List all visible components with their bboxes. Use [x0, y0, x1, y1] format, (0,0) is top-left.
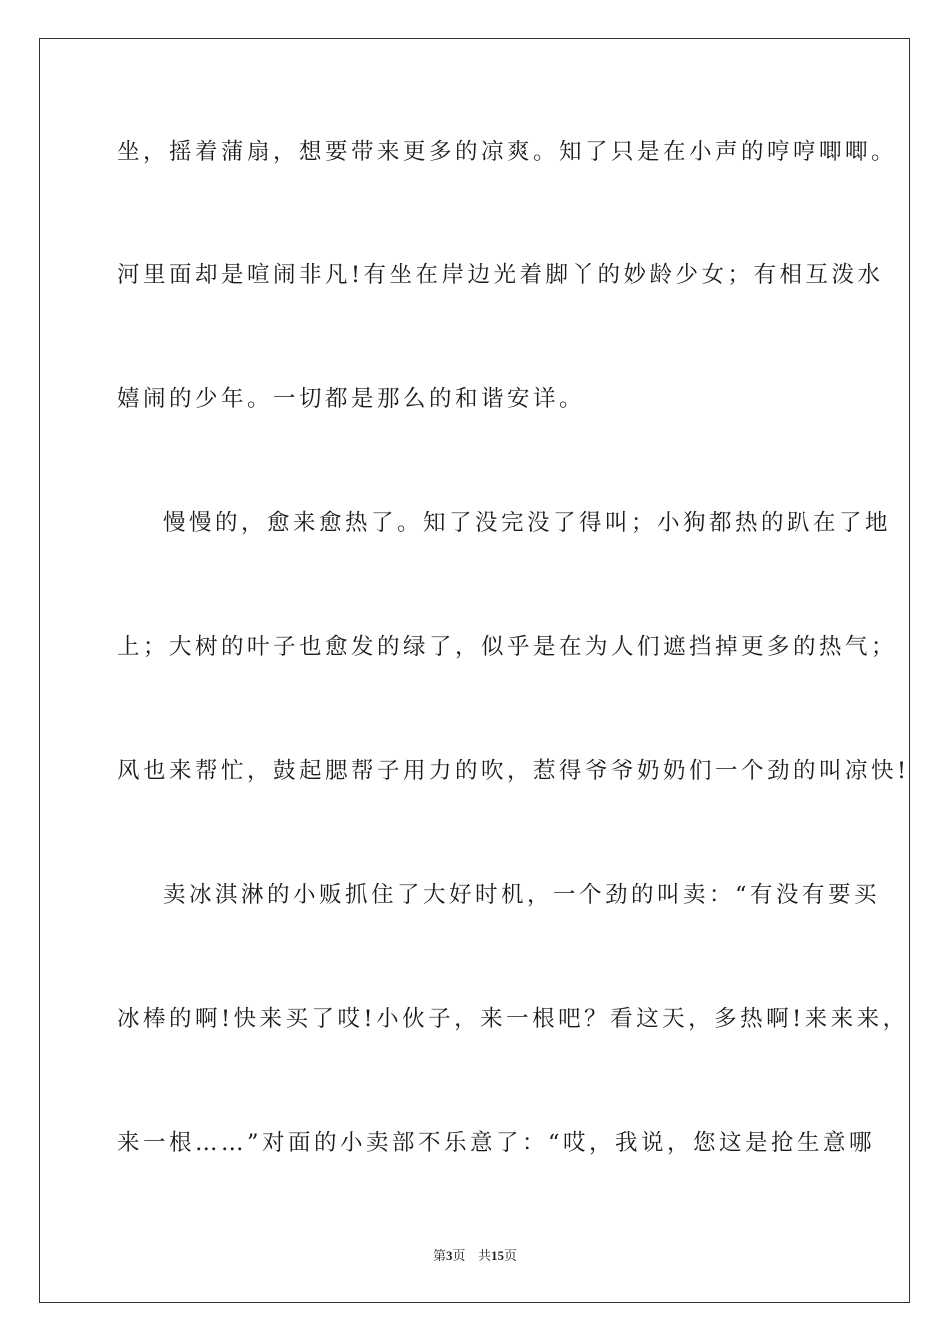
body-line-9: 来一根……”对面的小卖部不乐意了：“哎，我说，您这是抢生意哪 — [117, 1130, 876, 1156]
body-line-5: 上；大树的叶子也愈发的绿了，似乎是在为人们遮挡掉更多的热气； — [117, 634, 898, 660]
body-line-6: 风也来帮忙，鼓起腮帮子用力的吹，惹得爷爷奶奶们一个劲的叫凉快! — [117, 758, 910, 784]
footer-page-prefix: 第 — [433, 1249, 447, 1264]
body-line-8: 冰棒的啊!快来买了哎!小伙子，来一根吧？看这天，多热啊!来来来， — [117, 1006, 909, 1032]
body-line-3: 嬉闹的少年。一切都是那么的和谐安详。 — [117, 386, 586, 412]
footer-total-suffix: 页 — [503, 1249, 517, 1264]
body-line-7-paragraph-start: 卖冰淇淋的小贩抓住了大好时机，一个劲的叫卖：“有没有要买 — [163, 882, 881, 908]
body-line-4-paragraph-start: 慢慢的，愈来愈热了。知了没完没了得叫；小狗都热的趴在了地 — [163, 510, 892, 536]
footer-total-prefix: 共 — [477, 1249, 491, 1264]
body-line-1: 坐，摇着蒲扇，想要带来更多的凉爽。知了只是在小声的哼哼唧唧。 — [117, 139, 898, 165]
page-footer — [0, 1247, 950, 1266]
body-line-2: 河里面却是喧闹非凡!有坐在岸边光着脚丫的妙龄少女；有相互泼水 — [117, 262, 884, 288]
footer-page-number: 3 — [446, 1248, 453, 1263]
footer-page-suffix: 页 — [452, 1249, 466, 1264]
footer-total-number: 15 — [490, 1248, 504, 1263]
page-border — [39, 38, 910, 1303]
